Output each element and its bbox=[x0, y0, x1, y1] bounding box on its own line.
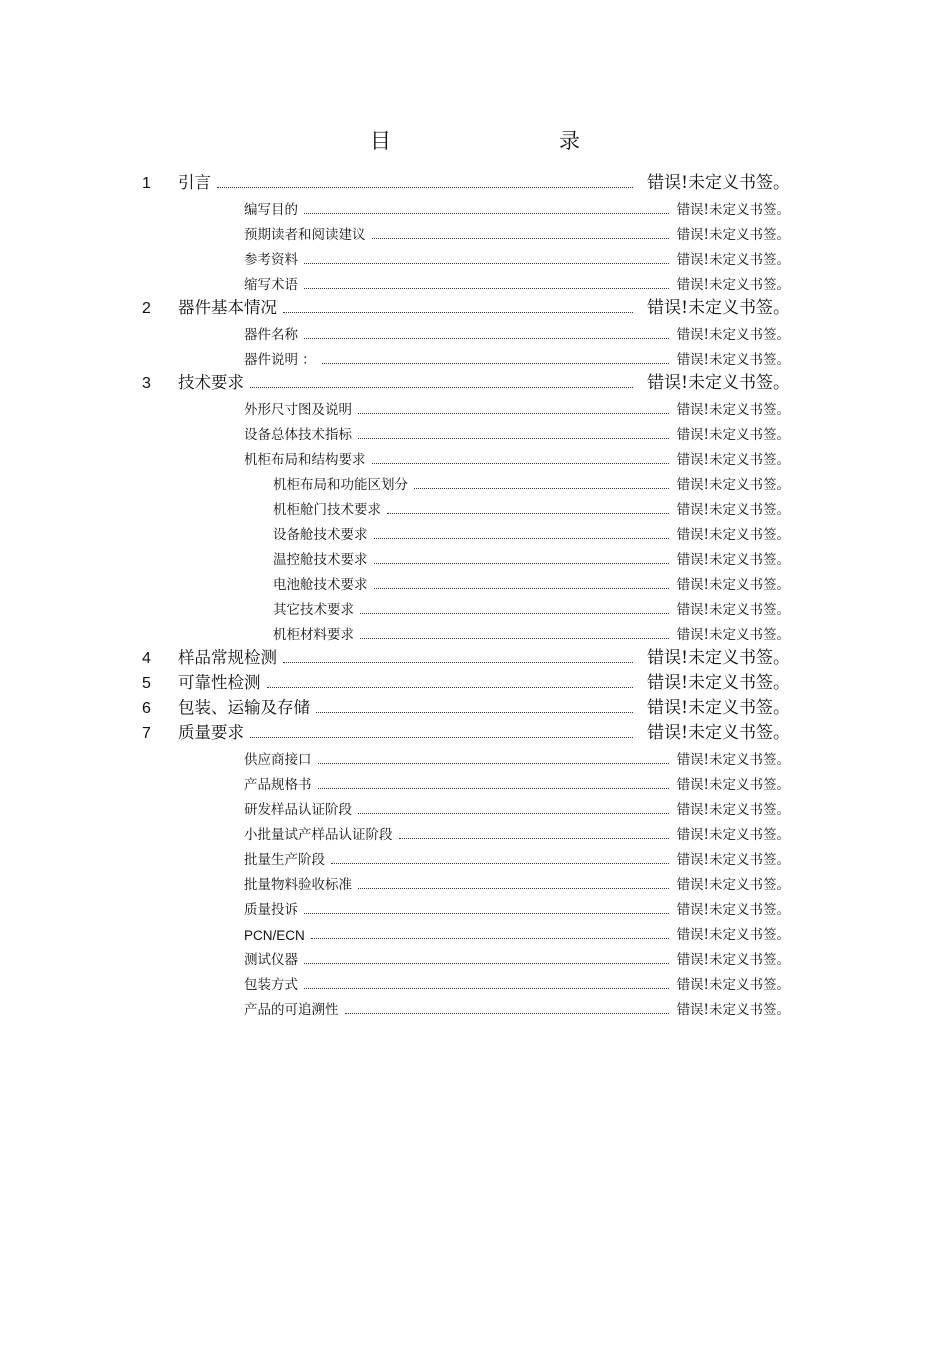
toc-page-reference: 错误!未定义书签。 bbox=[676, 802, 790, 818]
toc-page-reference: 错误!未定义书签。 bbox=[676, 977, 790, 993]
toc-entry-label: 小批量试产样品认证阶段 bbox=[244, 827, 393, 843]
toc-page-reference: 错误!未定义书签。 bbox=[676, 227, 790, 243]
toc-entry[interactable] bbox=[0, 868, 790, 893]
toc-entry-label: 产品规格书 bbox=[244, 777, 312, 793]
toc-page-reference: 错误!未定义书签。 bbox=[676, 827, 790, 843]
toc-dot-leader bbox=[414, 475, 669, 490]
toc-entry-number: 3 bbox=[142, 375, 151, 392]
toc-page-reference: 错误!未定义书签。 bbox=[676, 352, 790, 368]
toc-entry[interactable] bbox=[0, 493, 790, 518]
toc-entry-label: 温控舱技术要求 bbox=[273, 552, 368, 568]
toc-entry-label: 机柜布局和功能区划分 bbox=[273, 477, 408, 493]
toc-entry-label: PCN/ECN bbox=[244, 928, 305, 943]
toc-page-reference: 错误!未定义书签。 bbox=[676, 552, 790, 568]
toc-entry[interactable] bbox=[0, 618, 790, 643]
toc-entry-label: 样品常规检测 bbox=[178, 648, 277, 667]
toc-entry[interactable] bbox=[0, 268, 790, 293]
toc-page-reference: 错误!未定义书签。 bbox=[647, 673, 790, 693]
toc-entry-label: 研发样品认证阶段 bbox=[244, 802, 352, 818]
toc-dot-leader bbox=[304, 975, 669, 990]
toc-dot-leader bbox=[374, 575, 669, 590]
toc-entry-label: 可靠性检测 bbox=[178, 673, 261, 692]
toc-entry[interactable] bbox=[0, 693, 790, 718]
toc-entry-label: 预期读者和阅读建议 bbox=[244, 227, 366, 243]
toc-page-reference: 错误!未定义书签。 bbox=[676, 927, 790, 943]
toc-dot-leader bbox=[304, 275, 669, 290]
toc-page-reference: 错误!未定义书签。 bbox=[647, 648, 790, 668]
toc-entry-label: 编写目的 bbox=[244, 202, 298, 218]
toc-dot-leader bbox=[318, 775, 669, 790]
toc-page-reference: 错误!未定义书签。 bbox=[676, 527, 790, 543]
toc-entry[interactable] bbox=[0, 768, 790, 793]
toc-list bbox=[0, 168, 950, 1018]
toc-dot-leader bbox=[267, 671, 634, 689]
toc-entry-label: 缩写术语 bbox=[244, 277, 298, 293]
toc-entry-number: 6 bbox=[142, 700, 151, 717]
toc-entry-label: 测试仪器 bbox=[244, 952, 298, 968]
toc-entry[interactable] bbox=[0, 743, 790, 768]
toc-entry[interactable] bbox=[0, 343, 790, 368]
toc-dot-leader bbox=[283, 296, 633, 314]
toc-dot-leader bbox=[318, 750, 669, 765]
toc-page-reference: 错误!未定义书签。 bbox=[676, 452, 790, 468]
toc-entry[interactable] bbox=[0, 393, 790, 418]
toc-entry[interactable] bbox=[0, 893, 790, 918]
toc-entry-label: 器件基本情况 bbox=[178, 298, 277, 317]
toc-entry-label: 批量生产阶段 bbox=[244, 852, 325, 868]
toc-entry[interactable] bbox=[0, 168, 790, 193]
toc-dot-leader bbox=[345, 1000, 669, 1015]
toc-entry[interactable] bbox=[0, 843, 790, 868]
toc-page-reference: 错误!未定义书签。 bbox=[647, 173, 790, 193]
toc-entry-label: 技术要求 bbox=[178, 373, 244, 392]
toc-entry[interactable] bbox=[0, 968, 790, 993]
toc-entry-label: 设备舱技术要求 bbox=[273, 527, 368, 543]
toc-dot-leader bbox=[399, 825, 669, 840]
toc-entry[interactable] bbox=[0, 668, 790, 693]
toc-entry[interactable] bbox=[0, 543, 790, 568]
toc-entry[interactable] bbox=[0, 418, 790, 443]
toc-dot-leader bbox=[374, 525, 669, 540]
toc-entry[interactable] bbox=[0, 643, 790, 668]
toc-entry[interactable] bbox=[0, 918, 790, 943]
toc-page-reference: 错误!未定义书签。 bbox=[647, 373, 790, 393]
toc-dot-leader bbox=[311, 925, 669, 940]
toc-entry-label: 电池舱技术要求 bbox=[273, 577, 368, 593]
toc-page-reference: 错误!未定义书签。 bbox=[676, 502, 790, 518]
toc-entry-label: 包装方式 bbox=[244, 977, 298, 993]
toc-dot-leader bbox=[304, 200, 669, 215]
toc-entry-number: 1 bbox=[142, 175, 151, 192]
toc-page-reference: 错误!未定义书签。 bbox=[676, 577, 790, 593]
toc-entry-label: 器件说明 ： bbox=[244, 352, 316, 368]
toc-entry-label: 批量物料验收标准 bbox=[244, 877, 352, 893]
toc-page-reference: 错误!未定义书签。 bbox=[676, 902, 790, 918]
toc-page-reference: 错误!未定义书签。 bbox=[676, 277, 790, 293]
toc-page-reference: 错误!未定义书签。 bbox=[676, 777, 790, 793]
toc-dot-leader bbox=[304, 325, 669, 340]
toc-entry-label: 机柜舱门技术要求 bbox=[273, 502, 381, 518]
toc-entry[interactable] bbox=[0, 993, 790, 1018]
toc-entry-number: 4 bbox=[142, 650, 151, 667]
toc-dot-leader bbox=[372, 225, 669, 240]
toc-page-reference: 错误!未定义书签。 bbox=[676, 752, 790, 768]
toc-entry[interactable] bbox=[0, 818, 790, 843]
toc-page-reference: 错误!未定义书签。 bbox=[647, 698, 790, 718]
toc-entry[interactable] bbox=[0, 193, 790, 218]
toc-entry-label: 引言 bbox=[178, 173, 211, 192]
toc-entry[interactable] bbox=[0, 793, 790, 818]
toc-entry-label: 产品的可追溯性 bbox=[244, 1002, 339, 1018]
toc-dot-leader bbox=[304, 950, 669, 965]
toc-page-reference: 错误!未定义书签。 bbox=[676, 252, 790, 268]
toc-dot-leader bbox=[250, 371, 633, 389]
toc-entry-label: 包装、运输及存储 bbox=[178, 698, 310, 717]
toc-entry-label: 参考资料 bbox=[244, 252, 298, 268]
toc-entry-label: 机柜布局和结构要求 bbox=[244, 452, 366, 468]
toc-dot-leader bbox=[358, 800, 669, 815]
toc-entry[interactable] bbox=[0, 943, 790, 968]
toc-page-reference: 错误!未定义书签。 bbox=[676, 852, 790, 868]
toc-entry-label: 设备总体技术指标 bbox=[244, 427, 352, 443]
toc-dot-leader bbox=[250, 721, 633, 739]
toc-entry[interactable] bbox=[0, 293, 790, 318]
toc-dot-leader bbox=[322, 350, 669, 365]
toc-page-reference: 错误!未定义书签。 bbox=[676, 1002, 790, 1018]
toc-page-reference: 错误!未定义书签。 bbox=[676, 202, 790, 218]
toc-entry[interactable] bbox=[0, 443, 790, 468]
toc-dot-leader bbox=[283, 646, 633, 664]
toc-entry[interactable] bbox=[0, 718, 790, 743]
toc-entry[interactable] bbox=[0, 218, 790, 243]
toc-page-reference: 错误!未定义书签。 bbox=[647, 298, 790, 318]
toc-page-reference: 错误!未定义书签。 bbox=[676, 477, 790, 493]
toc-entry[interactable] bbox=[0, 318, 790, 343]
toc-entry-label: 质量要求 bbox=[178, 723, 244, 742]
toc-page-reference: 错误!未定义书签。 bbox=[676, 952, 790, 968]
toc-page-reference: 错误!未定义书签。 bbox=[676, 327, 790, 343]
toc-page-reference: 错误!未定义书签。 bbox=[676, 602, 790, 618]
toc-entry[interactable] bbox=[0, 368, 790, 393]
toc-dot-leader bbox=[304, 250, 669, 265]
toc-dot-leader bbox=[372, 450, 669, 465]
toc-page-reference: 错误!未定义书签。 bbox=[647, 723, 790, 743]
toc-entry[interactable] bbox=[0, 568, 790, 593]
toc-entry-label: 机柜材料要求 bbox=[273, 627, 354, 643]
toc-dot-leader bbox=[358, 400, 669, 415]
toc-dot-leader bbox=[358, 875, 669, 890]
toc-dot-leader bbox=[316, 696, 633, 714]
toc-entry[interactable] bbox=[0, 243, 790, 268]
toc-entry[interactable] bbox=[0, 468, 790, 493]
toc-page-reference: 错误!未定义书签。 bbox=[676, 627, 790, 643]
toc-page-reference: 错误!未定义书签。 bbox=[676, 877, 790, 893]
toc-entry-label: 供应商接口 bbox=[244, 752, 312, 768]
toc-dot-leader bbox=[358, 425, 669, 440]
toc-dot-leader bbox=[304, 900, 669, 915]
toc-dot-leader bbox=[331, 850, 669, 865]
toc-page-reference: 错误!未定义书签。 bbox=[676, 427, 790, 443]
toc-page-reference: 错误!未定义书签。 bbox=[676, 402, 790, 418]
toc-dot-leader bbox=[374, 550, 669, 565]
toc-title: 目 录 bbox=[370, 129, 622, 153]
toc-entry-label: 器件名称 bbox=[244, 327, 298, 343]
toc-entry-number: 5 bbox=[142, 675, 151, 692]
toc-entry-label: 外形尺寸图及说明 bbox=[244, 402, 352, 418]
toc-entry[interactable] bbox=[0, 518, 790, 543]
toc-dot-leader bbox=[387, 500, 669, 515]
toc-dot-leader bbox=[360, 600, 669, 615]
toc-dot-leader bbox=[360, 625, 669, 640]
toc-entry-label: 质量投诉 bbox=[244, 902, 298, 918]
toc-dot-leader bbox=[217, 171, 633, 189]
toc-entry-number: 2 bbox=[142, 300, 151, 317]
toc-entry-label: 其它技术要求 bbox=[273, 602, 354, 618]
toc-entry[interactable] bbox=[0, 593, 790, 618]
toc-entry-number: 7 bbox=[142, 725, 151, 742]
